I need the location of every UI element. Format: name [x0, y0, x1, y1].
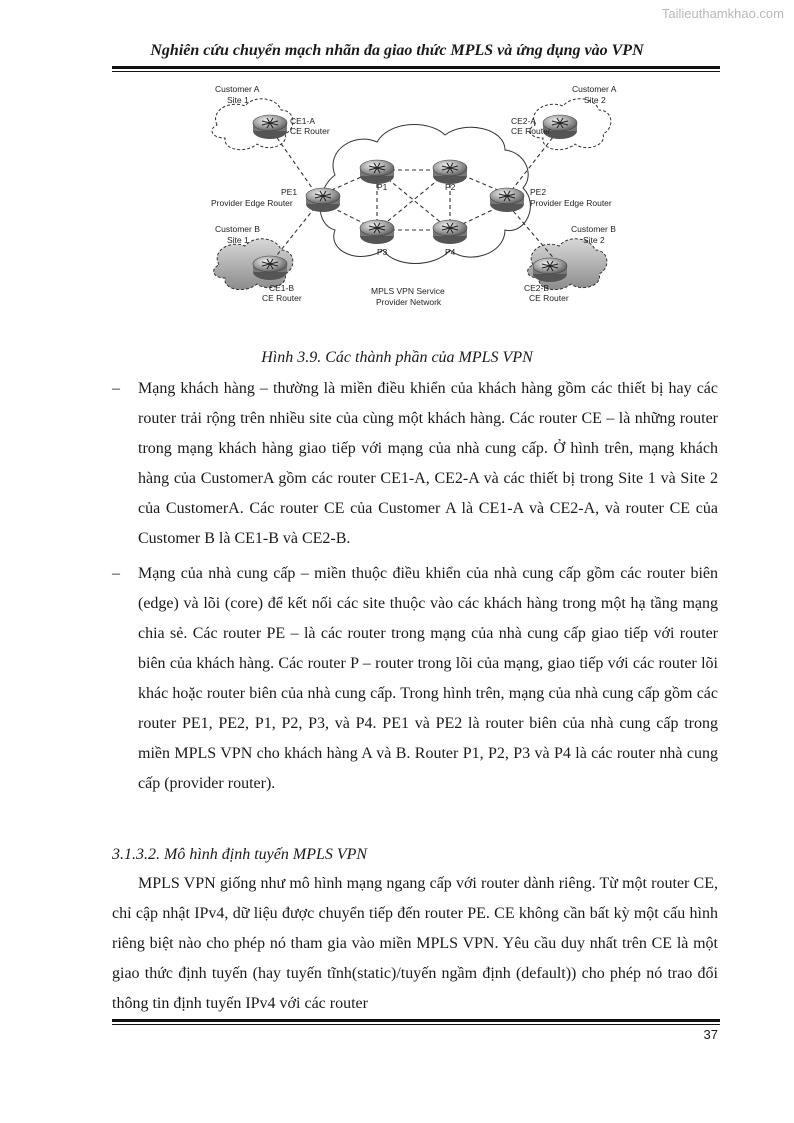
label-customer-b-site1: Customer B [215, 224, 260, 234]
label-ce2-a-sub: CE Router [511, 126, 551, 136]
footer-rule-thick [112, 1019, 720, 1022]
footer-rule-thin [112, 1024, 720, 1025]
ce2-b-router-icon [533, 258, 567, 282]
label-pe2-sub: Provider Edge Router [530, 198, 612, 208]
label-pe2: PE2 [530, 187, 547, 197]
bullet-dash: – [112, 565, 120, 582]
label-ce2-a: CE2-A [511, 116, 537, 126]
pe2-router-icon [490, 188, 524, 212]
p1-router-icon [360, 160, 394, 184]
ce1-a-router-icon [253, 115, 287, 139]
label-network-sub: Provider Network [376, 297, 442, 307]
p3-router-icon [360, 220, 394, 244]
bullet-dash: – [112, 380, 120, 397]
label-ce1-a: CE1-A [290, 116, 316, 126]
body-paragraph: MPLS VPN giống như mô hình mạng ngang cấp với router dành riêng. Từ một router CE, chỉ cập nhật IPv4, dữ liệu được chuyển tiếp đến router PE. CE không cần bất kỳ một cấu hình riêng biệt nào cho phép nó tham gia vào miền MPLS VPN. Yêu cầu duy nhất trên CE là một giao thức định tuyến (hay tuyến tĩnh(static)/tuyến ngầm định (default)) cho phép nó trao đổi thông tin định tuyến IPv4 với các router [112, 875, 718, 1012]
label-customer-a-site2-sub: Site 2 [584, 95, 606, 105]
bullet-text: Mạng của nhà cung cấp – miền thuộc điều khiển của nhà cung cấp gồm các router biên (edge) và lõi (core) để kết nối các site thuộc vào các khách hàng trong một hạ tầng mạng chia sẻ. Các router PE – là các router trong mạng của nhà cung cấp giao tiếp với router biên của khách hàng. Các router P – router trong lõi của mạng, giao tiếp với các router lõi khác hoặc router biên của nhà cung cấp. Trong hình trên, mạng của nhà cung cấp gồm các router PE1, PE2, P1, P2, P3, và P4. PE1 và PE2 là router biên của nhà cung cấp trong miền MPLS VPN cho khách hàng A và B. Router P1, P2, P3 và P4 là các router nhà cung cấp (provider router). [138, 565, 718, 792]
label-ce1-b: CE1-B [269, 283, 295, 293]
header-rule-thin [112, 71, 720, 72]
bullet-item [112, 559, 718, 799]
label-ce2-b-sub: CE Router [529, 293, 569, 303]
label-customer-b-site2: Customer B [571, 224, 616, 234]
p4-router-icon [433, 220, 467, 244]
page-number: 37 [703, 1027, 718, 1042]
p2-router-icon [433, 160, 467, 184]
figure-caption: Hình 3.9. Các thành phần của MPLS VPN [261, 349, 533, 366]
label-pe1: PE1 [281, 187, 298, 197]
pe1-router-icon [306, 188, 340, 212]
watermark: Tailieuthamkhao.com [661, 6, 784, 21]
label-pe1-sub: Provider Edge Router [211, 198, 293, 208]
label-p1: P1 [377, 182, 388, 192]
label-ce2-b: CE2-B [524, 283, 550, 293]
label-customer-b-site2-sub: Site 2 [583, 235, 605, 245]
label-p4: P4 [445, 247, 456, 257]
label-customer-b-site1-sub: Site 1 [227, 235, 249, 245]
label-ce1-a-sub: CE Router [290, 126, 330, 136]
running-header: Nghiên cứu chuyển mạch nhãn đa giao thức MPLS và ứng dụng vào VPN [150, 42, 644, 59]
section-heading: 3.1.3.2. Mô hình định tuyến MPLS VPN [112, 846, 368, 863]
bullet-item [112, 374, 718, 554]
label-p3: P3 [377, 247, 388, 257]
label-p2: P2 [445, 182, 456, 192]
label-network: MPLS VPN Service [371, 286, 445, 296]
ce1-b-router-icon [253, 256, 287, 280]
label-customer-a-site1: Customer A [215, 84, 260, 94]
label-customer-a-site1-sub: Site 1 [227, 95, 249, 105]
header-rule-thick [112, 66, 720, 69]
mpls-vpn-diagram [205, 80, 625, 312]
bullet-text: Mạng khách hàng – thường là miền điều khiển của khách hàng gồm các thiết bị hay các router trải rộng trên nhiều site của cùng một khách hàng. Các router CE – là những router trong mạng khách hàng giao tiếp với mạng của nhà cung cấp. Ở hình trên, mạng khách hàng của CustomerA gồm các router CE1-A, CE2-A và các thiết bị trong Site 1 và Site 2 của CustomerA. Các router CE của Customer A là CE1-A và CE2-A, và router CE của Customer B là CE1-B và CE2-B. [138, 380, 718, 547]
label-ce1-b-sub: CE Router [262, 293, 302, 303]
label-customer-a-site2: Customer A [572, 84, 617, 94]
